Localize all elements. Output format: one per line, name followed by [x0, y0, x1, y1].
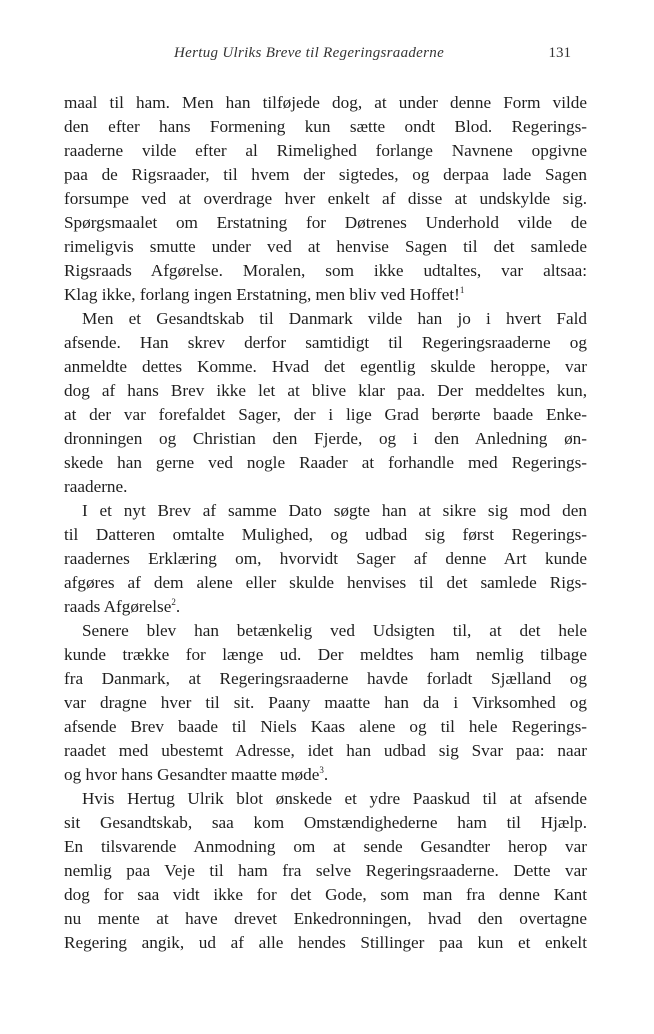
text-line [64, 475, 587, 499]
line-punctuation: . [323, 765, 329, 784]
text-line [64, 883, 587, 907]
line-text: afsende. Han skrev derfor samtidigt til Regeringsraaderne og [64, 333, 587, 352]
text-line [64, 355, 587, 379]
text-line [64, 571, 587, 595]
text-line [64, 931, 587, 955]
line-text: afsende Brev baade til Niels Kaas alene og til hele Regerings- [64, 717, 587, 736]
text-line [64, 667, 587, 691]
text-line [64, 907, 587, 931]
line-text: raadet med ubestemt Adresse, idet han udbad sig Svar paa: naar [64, 741, 587, 760]
footnote-marker: 2 [171, 597, 176, 607]
text-line [64, 619, 587, 643]
line-text: raadernes Erklæring om, hvorvidt Sager af denne Art kunde [64, 549, 587, 568]
text-line [64, 163, 587, 187]
text-line [64, 331, 587, 355]
text-line [64, 547, 587, 571]
text-line [64, 283, 587, 307]
text-line [64, 91, 587, 115]
line-text: Hvis Hertug Ulrik blot ønskede et ydre Paaskud til at afsende [82, 789, 587, 808]
line-text: forsumpe ved at overdrage hver enkelt af disse at undskylde sig. [64, 189, 587, 208]
text-line [64, 595, 587, 619]
line-punctuation: . [175, 597, 181, 616]
line-text: til Datteren omtalte Mulighed, og udbad sig først Regerings- [64, 525, 587, 544]
text-line [64, 211, 587, 235]
text-line [64, 499, 587, 523]
line-text: Men et Gesandtskab til Danmark vilde han jo i hvert Fald [82, 309, 587, 328]
body-text [64, 91, 587, 955]
line-text: I et nyt Brev af samme Dato søgte han at sikre sig mod den [82, 501, 587, 520]
footnote-marker: 1 [459, 285, 465, 295]
text-line [64, 835, 587, 859]
text-line [64, 115, 587, 139]
text-line [64, 691, 587, 715]
text-line [64, 763, 587, 787]
line-text: afgøres af dem alene eller skulde henvises til det samlede Rigs- [64, 573, 587, 592]
text-line [64, 451, 587, 475]
text-line [64, 259, 587, 283]
line-text: raaderne. [64, 477, 128, 496]
line-text: Klag ikke, forlang ingen Erstatning, men bliv ved Hoffet! [64, 285, 460, 304]
text-line [64, 739, 587, 763]
line-text: dog for saa vidt ikke for det Gode, som man fra denne Kant [64, 885, 587, 904]
text-line [64, 643, 587, 667]
line-text: den efter hans Formening kun sætte ondt Blod. Regerings- [64, 117, 587, 136]
page-number: 131 [548, 45, 571, 61]
line-text: kunde trække for længe ud. Der meldtes ham nemlig tilbage [64, 645, 587, 664]
line-text: at der var forefaldet Sager, der i lige Grad berørte baade Enke- [64, 405, 587, 424]
text-line [64, 787, 587, 811]
text-line [64, 715, 587, 739]
line-text: fra Danmark, at Regeringsraaderne havde forladt Sjælland og [64, 669, 587, 688]
line-text: raaderne vilde efter al Rimelighed forlange Navnene opgivne [64, 141, 587, 160]
text-line [64, 139, 587, 163]
line-text: Senere blev han betænkelig ved Udsigten til, at det hele [82, 621, 587, 640]
line-text: maal til ham. Men han tilføjede dog, at under denne Form vilde [64, 93, 587, 112]
text-line [64, 403, 587, 427]
line-text: Spørgsmaalet om Erstatning for Døtrenes Underhold vilde de [64, 213, 587, 232]
line-text: sit Gesandtskab, saa kom Omstændighederne ham til Hjælp. [64, 813, 587, 832]
line-text: dog af hans Brev ikke let at blive klar paa. Der meddeltes kun, [64, 381, 587, 400]
text-line [64, 187, 587, 211]
line-text: Rigsraads Afgørelse. Moralen, som ikke udtaltes, var altsaa: [64, 261, 587, 280]
line-text: raads Afgørelse [64, 597, 172, 616]
line-text: En tilsvarende Anmodning om at sende Gesandter herop var [64, 837, 587, 856]
text-line [64, 523, 587, 547]
line-text: og hvor hans Gesandter maatte møde [64, 765, 320, 784]
line-text: dronningen og Christian den Fjerde, og i den Anledning øn- [64, 429, 587, 448]
line-text: nemlig paa Veje til ham fra selve Regeringsraaderne. Dette var [64, 861, 587, 880]
text-line [64, 427, 587, 451]
line-text: skede han gerne ved nogle Raader at forhandle med Regerings- [64, 453, 587, 472]
text-line [64, 307, 587, 331]
footnote-marker: 3 [319, 765, 324, 775]
line-text: rimeligvis smutte under ved at henvise Sagen til det samlede [64, 237, 587, 256]
line-text: Regering angik, ud af alle hendes Stillinger paa kun et enkelt [64, 933, 587, 952]
line-text: paa de Rigsraader, til hvem der sigtedes, og derpaa lade Sagen [64, 165, 587, 184]
text-line [64, 859, 587, 883]
running-title: Hertug Ulriks Breve til Regeringsraaderne [174, 45, 445, 61]
text-line [64, 235, 587, 259]
line-text: var dragne hver til sit. Paany maatte han da i Virksomhed og [64, 693, 587, 712]
text-line [64, 379, 587, 403]
line-text: nu mente at have drevet Enkedronningen, hvad den overtagne [64, 909, 587, 928]
line-text: anmeldte dettes Komme. Hvad det egentlig skulde heroppe, var [64, 357, 587, 376]
text-line [64, 811, 587, 835]
